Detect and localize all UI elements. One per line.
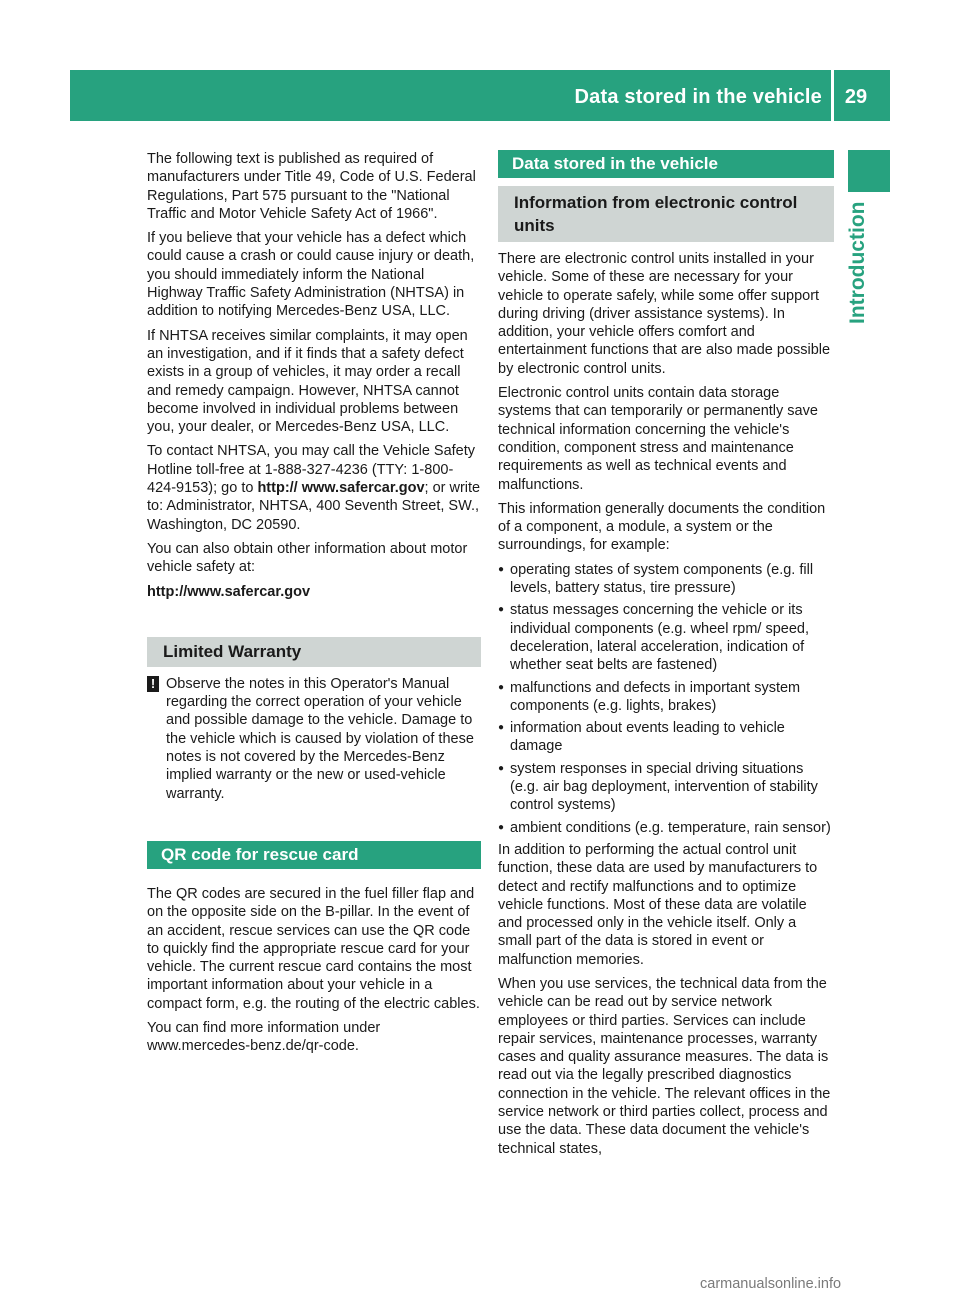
- bullet-icon: ●: [498, 821, 505, 833]
- safercar-url[interactable]: http://www.safercar.gov: [147, 583, 311, 600]
- page-number: 29: [844, 86, 868, 108]
- list-item: ● ambient conditions (e.g. temperature, rain sensor): [498, 819, 831, 836]
- contact-text: To contact NHTSA, you may call the Vehicle Safety Hotline toll-free at 1-888-327-4236 (TTY: 1-800-424-9153); go to: [147, 443, 476, 497]
- list-item: ● operating states of system components (e.g. fill levels, battery status, tire pressure): [498, 561, 814, 597]
- qr-paragraph: The QR codes are secured in the fuel filler flap and on the opposite side on the B-pillar. In the event of an accident, rescue services can use the QR code to quickly find the appropriate rescue card for your vehicle. The current rescue card contains the most important information about your vehicle in a compact form, e.g. the routing of the electric cables.: [147, 885, 480, 1012]
- side-tab-marker: [848, 150, 890, 192]
- watermark: carmanualsonline.info: [700, 1276, 842, 1292]
- warranty-note: [147, 675, 481, 803]
- list-item: ● information about events leading to vehicle damage: [498, 720, 785, 755]
- bullet-icon: ●: [498, 563, 505, 575]
- list-item: ● malfunctions and defects in important system components (e.g. lights, brakes): [498, 679, 801, 714]
- list-item: ● system responses in special driving situations (e.g. air bag deployment, intervention of stability control systems): [498, 760, 818, 814]
- contact-paragraph: [147, 442, 481, 533]
- warranty-note-text: Observe the notes in this Operator's Manual regarding the correct operation of your vehicle and possible damage to the vehicle. Damage to the vehicle which is caused by violation of these notes is not covered by the Mercedes-Benz implied warranty or the new or used-vehicle warranty.: [166, 675, 474, 802]
- warning-icon: !: [147, 676, 159, 692]
- example-list: [498, 561, 834, 837]
- data-usage-paragraph: In addition to performing the actual control unit function, these data are used by manufacturers to detect and rectify malfunctions and to optimize vehicle functions. Most of these data are volatile and processed only in the vehicle itself. Only a small part of the data is stored in event or malfunction memories.: [498, 841, 818, 968]
- ecu-paragraph: There are electronic control units installed in your vehicle. Some of these are necessary for your vehicle to operate safely, while some offer support during driving (driver assistance systems). In addition, your vehicle offers comfort and entertainment functions that are also made possible by electronic control units.: [498, 251, 831, 377]
- qr-code-heading: QR code for rescue card: [147, 841, 481, 869]
- storage-paragraph: Electronic control units contain data storage systems that can temporarily or permanently save technical information concerning the vehicle's condition, component stress and maintenance requirements as well as technical events and malfunctions.: [498, 385, 818, 493]
- bullet-icon: ●: [498, 762, 505, 774]
- header-title: Data stored in the vehicle: [574, 86, 822, 108]
- list-item: ● status messages concerning the vehicle or its individual components (e.g. wheel rpm/ speed, deceleration, lateral acceleration, indication of whether seat belts are fastened): [498, 602, 810, 674]
- nhtsa-intro-paragraph: The following text is published as required of manufacturers under Title 49, Code of U.S. Federal Regulations, Part 575 pursuant to the "National Traffic and Motor Vehicle Safety Act of 1966".: [147, 151, 476, 222]
- investigation-paragraph: If NHTSA receives similar complaints, it may open an investigation, and if it finds that a safety defect exists in a group of vehicles, it may order a recall and remedy campaign. However, NHTSA cannot become involved in individual problems between you, your dealer, or Mercedes-Benz USA, LLC.: [147, 327, 468, 436]
- bullet-icon: ●: [498, 681, 505, 693]
- sub-heading: Information from electronic control units: [498, 186, 834, 242]
- qr-more-info-paragraph: You can find more information under www.mercedes-benz.de/qr-code.: [147, 1019, 381, 1055]
- safercar-link[interactable]: http:// www.safercar.gov: [257, 480, 425, 497]
- documentation-paragraph: This information generally documents the condition of a component, a module, a system or the surroundings, for example:: [498, 500, 826, 554]
- services-paragraph: When you use services, the technical data from the vehicle can be read out by service network employees or third parties. Services can include repair services, maintenance processes, warranty cases and quality assurance measures. The data is read out via the legally prescribed diagnostics connection in the vehicle. The relevant offices in the service network or third parties collect, process and use the data. These data document the vehicle's technical states,: [498, 975, 831, 1157]
- contact-address: ; or write to: Administrator, NHTSA, 400 Seventh Street, SW., Washington, DC 20590.: [147, 480, 481, 533]
- right-column: [498, 150, 834, 1164]
- left-column: [147, 150, 481, 1062]
- side-tab-label: Introduction: [846, 201, 869, 324]
- limited-warranty-heading: Limited Warranty: [147, 637, 481, 667]
- section-heading: Data stored in the vehicle: [498, 150, 834, 178]
- safety-info-paragraph: You can also obtain other information about motor vehicle safety at:: [147, 540, 468, 576]
- header-divider: [831, 70, 834, 121]
- bullet-icon: ●: [498, 604, 505, 616]
- defect-paragraph: If you believe that your vehicle has a defect which could cause a crash or could cause injury or death, you should immediately inform the National Highway Traffic Safety Administration (NHTSA) in addition to notifying Mercedes-Benz USA, LLC.: [147, 230, 475, 320]
- bullet-icon: ●: [498, 722, 505, 734]
